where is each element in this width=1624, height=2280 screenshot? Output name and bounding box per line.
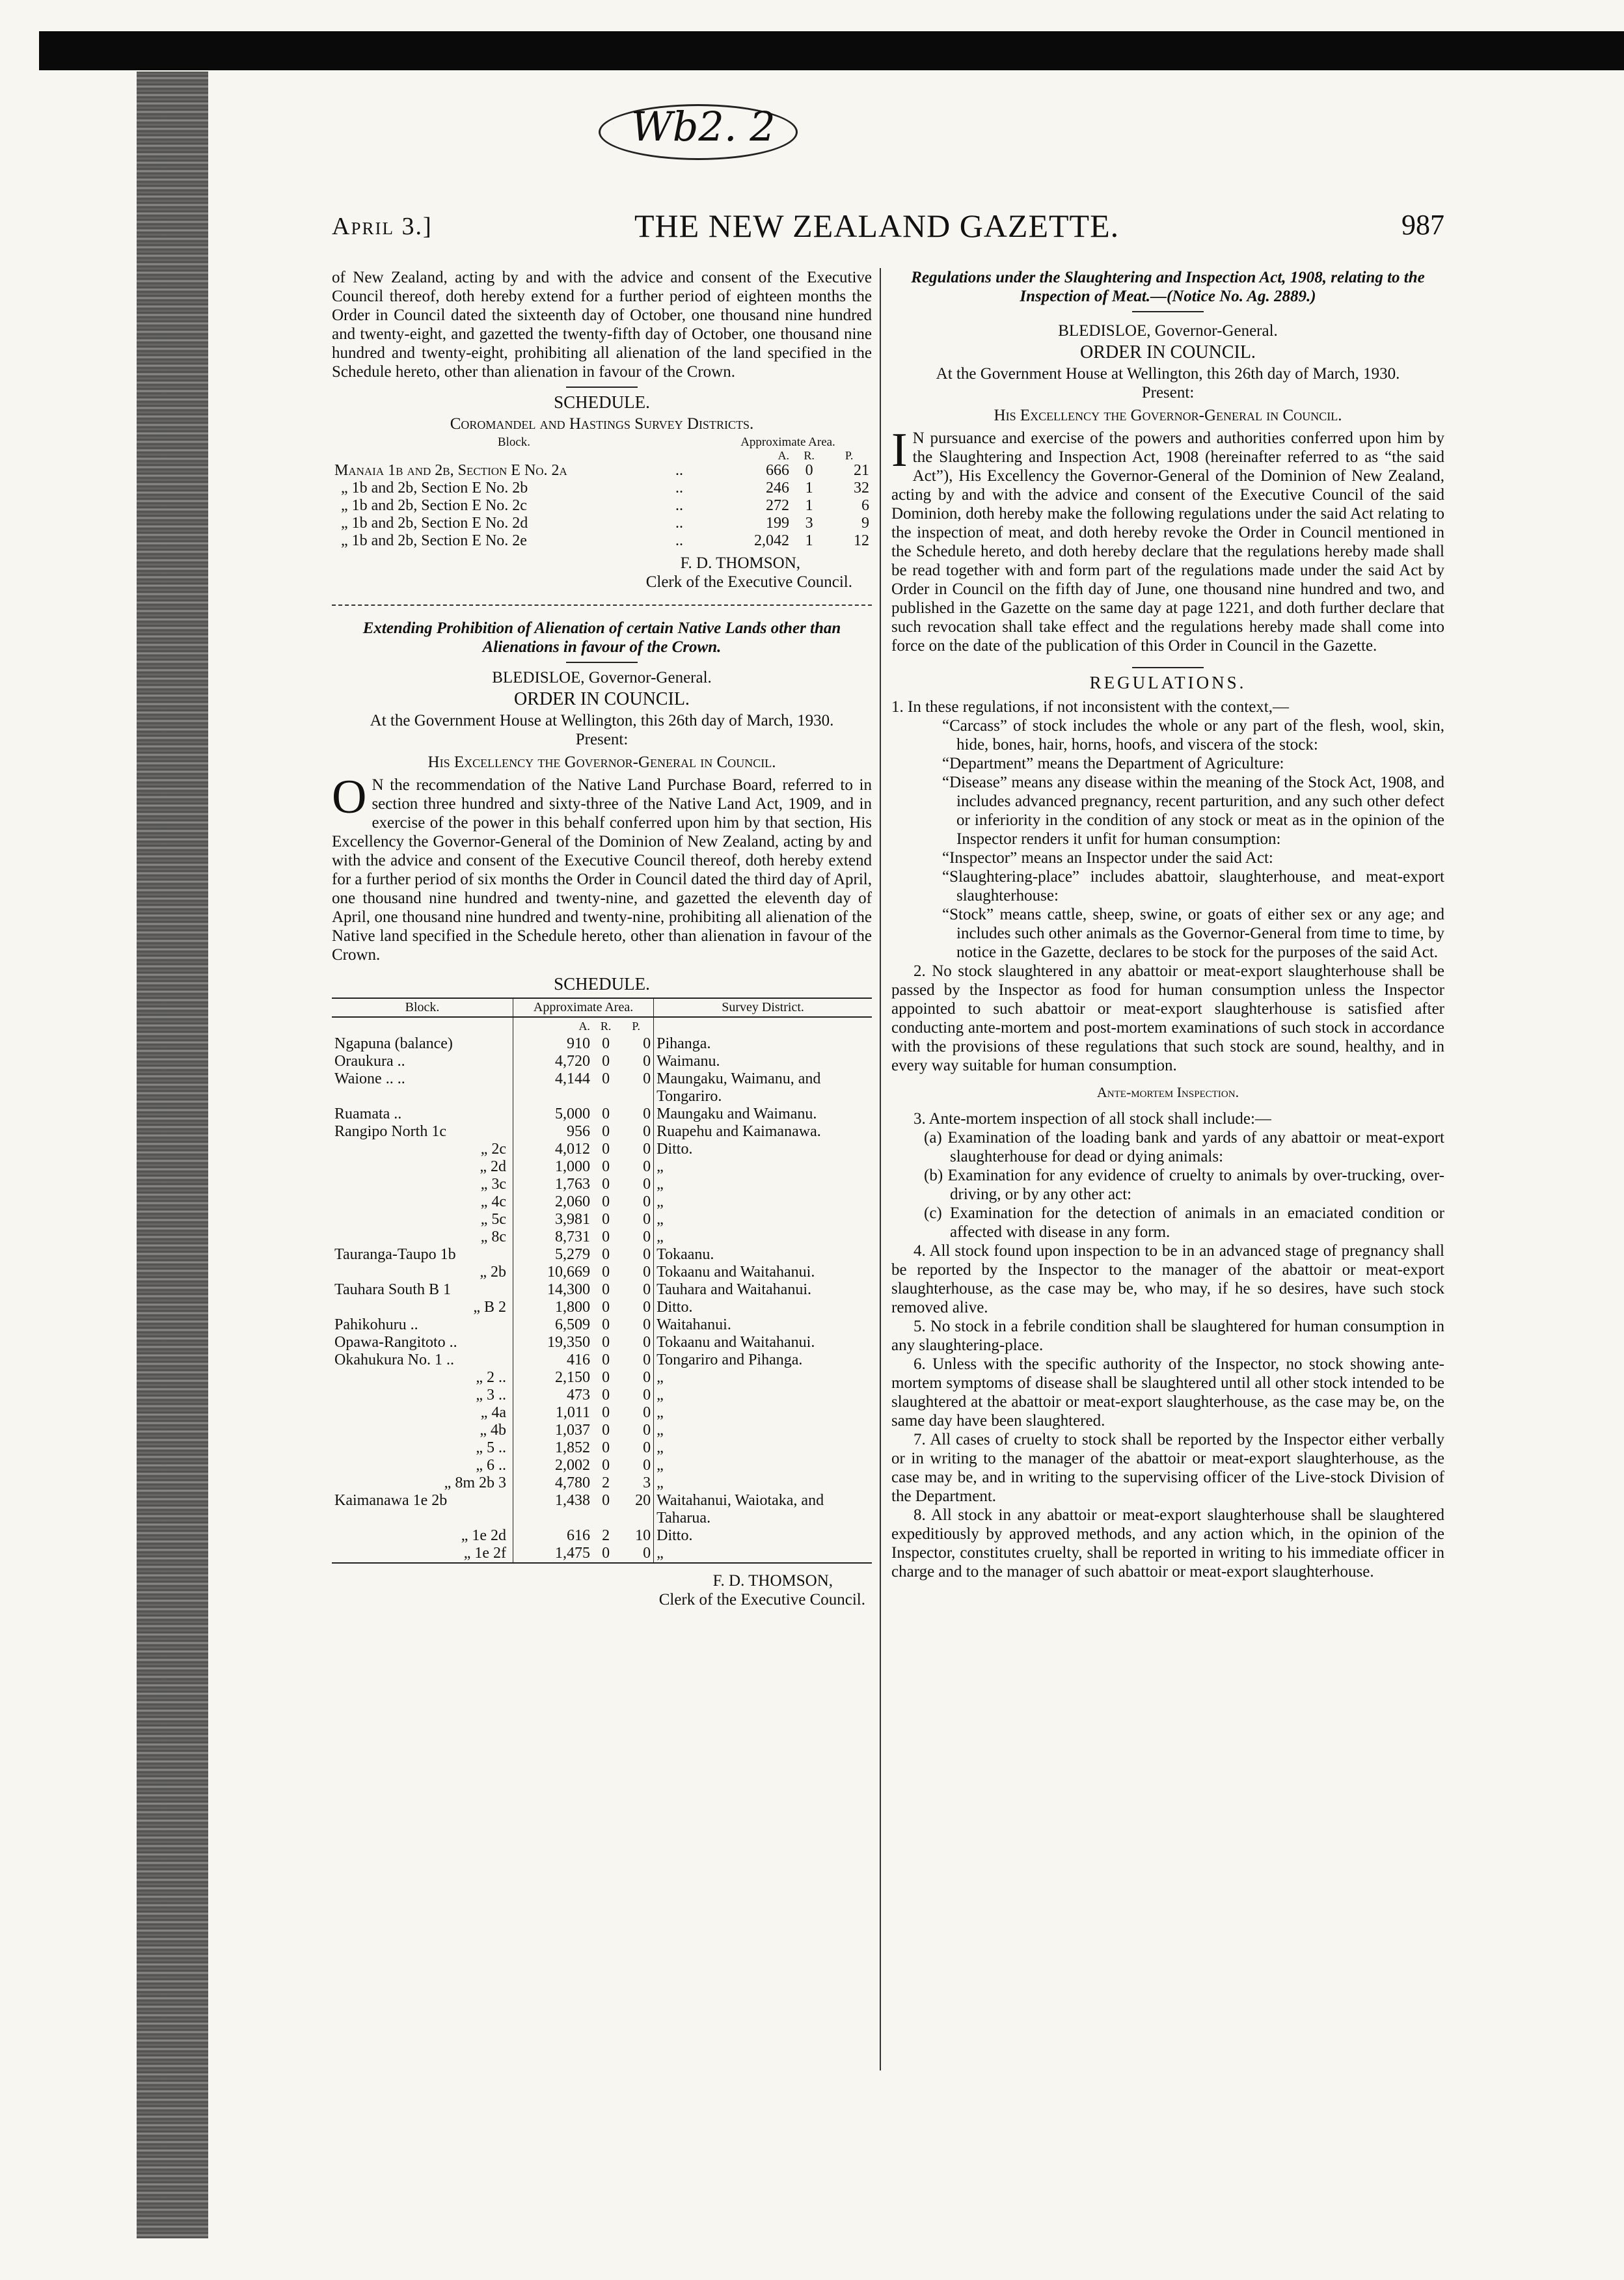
schedule1-col-area: Approximate Area. — [740, 435, 835, 449]
schedule1-table: Block. Approximate Area. A. R. P. Manaia 1b and 2b, Section E No. 2a .. 666 0 21 „ 1b and 2b, Section E No. 2b .. 246 1 32 „ 1b and 2b, Section E No. 2c .. 272 1 6 „ 1b and 2b, Section E No. 2d .. 199 3 9 „ 1b and 2b, Section E No. 2e .. 2,042 1 12 — [332, 436, 872, 550]
acres-cell: 473 — [566, 1387, 590, 1404]
definition-item: “Slaughtering-place” includes abattoir, slaughterhouse, and meat-export slaughterhouse: — [942, 868, 1444, 904]
schedule2-signer-title: Clerk of the Executive Council. — [658, 1591, 865, 1608]
district-cell: Pihanga. — [656, 1035, 711, 1052]
schedule1-signer-title: Clerk of the Executive Council. — [645, 573, 852, 591]
regs-governor: BLEDISLOE, Governor-General. — [1058, 322, 1278, 340]
district-cell: Tokaanu and Waitahanui. — [656, 1334, 815, 1351]
regs-body: I N pursuance and exercise of the powers and authorities conferred upon him by the Slaughtering and Inspection Act, 1908 (hereinafter referred to as “the said Act”), His Excellency the Governor-General of the Dominion of New Zealand, acting by and with the advice and consent of the Executive Council of the said Dominion, doth hereby make the following regulations under the said Act relating to the inspection of meat, and doth hereby revoke the Order in Council mentioned in the Schedule hereto, and doth hereby declare that the regulations hereby made shall be read together with and form part of the regulations made under the said Act by Order in Council on the fifth day of June, one thousand nine hundred and two, and published in the Gazette on the same day at page 1221, and doth further declare that such revocation shall take effect and the regulations hereby made shall come into force on the date of the publication of this Order in Council in the Gazette. — [891, 424, 1444, 655]
district-cell: „ — [656, 1369, 664, 1386]
perches-cell: 20 — [619, 1492, 653, 1527]
roods-cell: 0 — [602, 1193, 610, 1210]
acres-cell: 1,037 — [554, 1422, 590, 1439]
reg-2: 2. No stock slaughtered in any abattoir or meat-export slaughterhouse shall be passed by the Inspector as food for human consumption unless the Inspector appointed to such abattoir or meat-export slaughterhouse is satisfied after conducting ante-mortem and post-mortem examinations of such stock in accordance with the provisions of these regulations that such stock are sound, healthy, and in every way suitable for human consumption. — [891, 962, 1444, 1074]
roods-cell: 0 — [602, 1070, 610, 1087]
block-cell: „ 3 .. — [332, 1387, 513, 1404]
block-cell: „ 2c — [332, 1141, 513, 1158]
perches-cell: 0 — [619, 1369, 653, 1387]
acres-cell: 956 — [566, 1123, 590, 1140]
district-cell: „ — [656, 1439, 664, 1456]
table-row — [332, 1070, 872, 1106]
perches-cell: 0 — [619, 1457, 653, 1474]
acres-cell: 4,720 — [554, 1053, 590, 1070]
reg-1-intro: 1. In these regulations, if not inconsistent with the context,— — [891, 698, 1289, 716]
table-row — [332, 1351, 872, 1369]
table-row — [332, 1158, 872, 1176]
table-row — [332, 1545, 872, 1563]
regs-excellency: His Excellency the Governor-General in Council. — [994, 407, 1342, 424]
table-row — [332, 1106, 872, 1123]
perches-cell: 0 — [619, 1141, 653, 1158]
roods-cell: 0 — [602, 1246, 610, 1263]
perches-cell: 0 — [619, 1351, 653, 1369]
perches-cell: 0 — [619, 1246, 653, 1264]
table-row — [332, 1193, 872, 1211]
perches-cell: 0 — [619, 1387, 653, 1404]
perches-cell: 0 — [619, 1334, 653, 1351]
schedule2-heading: SCHEDULE. — [554, 974, 650, 994]
table-row — [332, 1264, 872, 1281]
district-cell: Maungaku and Waimanu. — [656, 1106, 817, 1122]
acres-cell: 6,509 — [554, 1316, 590, 1333]
ante-mortem-heading: Ante-mortem Inspection. — [1096, 1084, 1239, 1100]
block-cell: Opawa-Rangitoto .. — [332, 1334, 513, 1351]
district-cell: Waitahanui. — [656, 1316, 731, 1333]
block-cell: „ 4b — [332, 1422, 513, 1439]
block-cell: Waione .. .. — [332, 1070, 513, 1106]
perches-cell: 0 — [619, 1035, 653, 1053]
acres-cell: 4,144 — [554, 1070, 590, 1087]
roods-cell: 2 — [602, 1527, 610, 1544]
definition-item: “Department” means the Department of Agriculture: — [942, 755, 1284, 772]
reg-3-item: (b) Examination for any evidence of cruelty to animals by over-trucking, over-driving, or by any other act: — [924, 1167, 1444, 1203]
roods-cell: 0 — [602, 1281, 610, 1298]
block-cell: „ B 2 — [332, 1299, 513, 1316]
roods-cell: 0 — [602, 1299, 610, 1316]
block-cell: Okahukura No. 1 .. — [332, 1351, 513, 1369]
district-cell: „ — [656, 1176, 664, 1193]
acres-cell: 2,150 — [554, 1369, 590, 1386]
table-row — [332, 1527, 872, 1545]
district-cell: Tauhara and Waitahanui. — [656, 1281, 811, 1298]
block-cell: Ngapuna (balance) — [332, 1035, 513, 1053]
acres-cell: 14,300 — [547, 1281, 590, 1298]
block-cell: Pahikohuru .. — [332, 1316, 513, 1334]
perches-cell: 10 — [619, 1527, 653, 1545]
block-cell: „ 4a — [332, 1404, 513, 1422]
schedule1-signer: F. D. THOMSON, — [680, 554, 800, 572]
roods-cell: 0 — [602, 1492, 610, 1509]
table-row — [332, 1387, 872, 1404]
regs-order-heading: ORDER IN COUNCIL. — [1080, 342, 1256, 362]
perches-cell: 0 — [619, 1439, 653, 1457]
definition-item: “Disease” means any disease within the meaning of the Stock Act, 1908, and includes advanced pregnancy, recent parturition, and any such other defect or inferiority in the condition of any stock or meat as in the opinion of the Inspector renders it unfit for human consumption: — [942, 774, 1444, 848]
block-cell: Tauranga-Taupo 1b — [332, 1246, 513, 1264]
perches-cell: 0 — [619, 1123, 653, 1141]
table-row — [332, 1246, 872, 1264]
block-cell: Oraukura .. — [332, 1053, 513, 1070]
regs-place: At the Government House at Wellington, this 26th day of March, 1930. — [936, 365, 1400, 383]
definition-item: “Stock” means cattle, sheep, swine, or goats of either sex or any age; and includes such other animals as the Governor-General from time to time, by notice in the Gazette, declares to be stock for the purposes of the said Act. — [942, 906, 1444, 961]
district-cell: Ditto. — [656, 1141, 693, 1158]
perches-cell: 3 — [619, 1474, 653, 1492]
acres-cell: 3,981 — [554, 1211, 590, 1228]
block-cell: Kaimanawa 1e 2b — [332, 1492, 513, 1527]
roods-cell: 0 — [602, 1228, 610, 1245]
block-cell: „ 6 .. — [332, 1457, 513, 1474]
acres-cell: 19,350 — [547, 1334, 590, 1351]
regs-present: Present: — [1141, 384, 1195, 401]
perches-cell: 0 — [619, 1404, 653, 1422]
acres-cell: 1,800 — [554, 1299, 590, 1316]
roods-cell: 0 — [602, 1334, 610, 1351]
issue-date: April 3.] — [332, 213, 433, 240]
table-row: „ 1b and 2b, Section E No. 2e .. 2,042 1 12 — [341, 532, 869, 549]
district-cell: Waimanu. — [656, 1053, 720, 1070]
roods-cell: 0 — [602, 1053, 610, 1070]
column-divider — [880, 268, 881, 2070]
block-cell: „ 2 .. — [332, 1369, 513, 1387]
table-row — [332, 1369, 872, 1387]
perches-cell: 0 — [619, 1106, 653, 1123]
perches-cell: 0 — [619, 1193, 653, 1211]
order2-place: At the Government House at Wellington, this 26th day of March, 1930. — [370, 712, 834, 729]
table-row: „ 1b and 2b, Section E No. 2d .. 199 3 9 — [341, 515, 869, 532]
acres-cell: 416 — [566, 1351, 590, 1368]
block-cell: „ 8c — [332, 1228, 513, 1246]
roods-cell: 0 — [602, 1351, 610, 1368]
table-row — [332, 1141, 872, 1158]
table-row: „ 1b and 2b, Section E No. 2b .. 246 1 32 — [341, 480, 869, 496]
district-cell: Tokaanu and Waitahanui. — [656, 1264, 815, 1281]
table-row — [332, 1035, 872, 1053]
regulations-heading: REGULATIONS. — [1089, 673, 1247, 692]
roods-cell: 0 — [602, 1264, 610, 1281]
schedule2-signer: F. D. THOMSON, — [712, 1572, 833, 1590]
reg-3-intro: 3. Ante-mortem inspection of all stock shall include:— — [914, 1110, 1271, 1128]
perches-cell: 0 — [619, 1228, 653, 1246]
roods-cell: 2 — [602, 1474, 610, 1491]
order2-body: O N the recommendation of the Native Land Purchase Board, referred to in section three hundred and sixty-three of the Native Land Act, 1909, and in exercise of the power in this behalf conferred upon him by that section, His Excellency the Governor-General of the Dominion of New Zealand, acting by and with the advice and consent of the Executive Council thereof, doth hereby extend for a further period of six months the Order in Council dated the third day of April, one thousand nine hundred and twenty-nine, and gazetted the eleventh day of April, one thousand nine hundred and twenty-nine, prohibiting all alienation of the Native land specified in the Schedule hereto, other than alienation in favour of the Crown. — [332, 770, 872, 964]
perches-cell: 0 — [619, 1281, 653, 1299]
block-cell: „ 1e 2d — [332, 1527, 513, 1545]
block-cell: „ 1e 2f — [332, 1545, 513, 1563]
block-cell: „ 5 .. — [332, 1439, 513, 1457]
order2-excellency: His Excellency the Governor-General in Council. — [427, 753, 776, 771]
order2-present: Present: — [575, 731, 629, 748]
perches-cell: 0 — [619, 1299, 653, 1316]
roods-cell: 0 — [602, 1176, 610, 1193]
district-cell: Ditto. — [656, 1299, 693, 1316]
acres-cell: 4,780 — [554, 1474, 590, 1491]
roods-cell: 0 — [602, 1422, 610, 1439]
district-cell: „ — [656, 1474, 664, 1491]
district-cell: „ — [656, 1457, 664, 1474]
block-cell: Tauhara South B 1 — [332, 1281, 513, 1299]
block-cell: „ 3c — [332, 1176, 513, 1193]
page-number: 987 — [1401, 209, 1444, 241]
schedule2-table: Block. Approximate Area. Survey District. A. R. P. Ngapuna (balance) 910 0 0 Pihanga. Oraukura .. 4,720 0 0 Waimanu. Waione .. .. 4,144 0 0 Maungaku, Waimanu, and Tongariro. Ruamata .. 5,000 0 0 Maungaku and Waimanu. Rangipo North 1c 956 0 0 Ruapehu and Kaimanawa. „ 2c 4,012 0 0 Ditto. „ 2d 1,000 0 0 „ „ 3c 1,763 0 0 „ „ 4c 2,060 0 0 „ „ 5c 3,981 0 0 „ „ 8c 8,731 0 0 „ Tauranga-Taupo 1b 5,279 0 0 Tokaanu. „ 2b 10,669 0 0 Tokaanu and Waitahanui. Tauhara South B 1 14,300 0 0 Tauhara and Waitahanui. „ B 2 1,800 0 0 Ditto. Pahikohuru .. 6,509 0 0 Waitahanui. Opawa-Rangitoto .. 19,350 0 0 Tokaanu and Waitahanui. Okahukura No. 1 .. 416 0 0 Tongariro and Pihanga. „ 2 .. 2,150 0 0 „ „ 3 .. 473 0 0 „ „ 4a 1,011 0 0 „ „ 4b 1,037 0 0 „ „ 5 .. 1,852 0 0 „ „ 6 .. 2,002 0 0 „ „ 8m 2b 3 4,780 2 3 „ Kaimanawa 1e 2b 1,438 0 20 Waitahanui, Waiotaka, and Taharua. „ 1e 2d 616 2 10 Ditto. „ 1e 2f 1,475 0 0 „ — [332, 998, 872, 1564]
table-row — [332, 1404, 872, 1422]
perches-cell: 0 — [619, 1316, 653, 1334]
table-row — [332, 1474, 872, 1492]
table-row — [332, 1053, 872, 1070]
acres-cell: 5,000 — [554, 1106, 590, 1122]
scan-binding-edge — [137, 72, 208, 2238]
table-row — [332, 1422, 872, 1439]
acres-cell: 1,011 — [555, 1404, 590, 1421]
roods-cell: 0 — [602, 1035, 610, 1052]
block-cell: „ 4c — [332, 1193, 513, 1211]
acres-cell: 616 — [566, 1527, 590, 1544]
table-row — [332, 1316, 872, 1334]
acres-cell: 1,763 — [554, 1176, 590, 1193]
definition-item: “Carcass” of stock includes the whole or any part of the flesh, wool, skin, hide, bones, hair, horns, hoofs, and viscera of the stock: — [942, 717, 1444, 753]
scan-top-bar — [39, 31, 1624, 70]
table-row — [332, 1457, 872, 1474]
reg-3-item: (a) Examination of the loading bank and yards of any abattoir or meat-export slaughterhouse for dead or dying animals: — [924, 1129, 1444, 1165]
perches-cell: 0 — [619, 1176, 653, 1193]
table-row — [332, 1492, 872, 1527]
roods-cell: 0 — [602, 1106, 610, 1122]
roods-cell: 0 — [602, 1457, 610, 1474]
schedule1-col-block: Block. — [497, 435, 531, 449]
table-row — [332, 1299, 872, 1316]
reg-6: 6. Unless with the specific authority of the Inspector, no stock showing ante-mortem symptoms of disease shall be slaughtered until all other stock intended to be slaughtered at the abattoir or meat-export slaughterhouse, as the case may be, on the same day have been slaughtered. — [891, 1355, 1444, 1430]
block-cell: „ 2d — [332, 1158, 513, 1176]
left-column — [332, 268, 872, 1609]
regulations-title: Regulations under the Slaughtering and Inspection Act, 1908, relating to the Inspection of Meat.—(Notice No. Ag. 2889.) — [911, 269, 1425, 305]
acres-cell: 1,438 — [554, 1492, 590, 1509]
roods-cell: 0 — [602, 1141, 610, 1158]
perches-cell: 0 — [619, 1158, 653, 1176]
roods-cell: 0 — [602, 1387, 610, 1404]
roods-cell: 0 — [602, 1404, 610, 1421]
district-cell: Ruapehu and Kaimanawa. — [656, 1123, 821, 1140]
table-row — [332, 1439, 872, 1457]
district-cell: „ — [656, 1422, 664, 1439]
acres-cell: 4,012 — [554, 1141, 590, 1158]
handwritten-annotation: Wb2. 2 — [599, 104, 807, 163]
district-cell: „ — [656, 1211, 664, 1228]
table-row — [332, 1176, 872, 1193]
district-cell: „ — [656, 1228, 664, 1245]
definition-item: “Inspector” means an Inspector under the said Act: — [942, 849, 1273, 867]
acres-cell: 2,060 — [554, 1193, 590, 1210]
district-cell: Maungaku, Waimanu, and Tongariro. — [656, 1070, 821, 1105]
acres-cell: 10,669 — [547, 1264, 590, 1281]
schedule1-districts: Coromandel and Hastings Survey Districts. — [450, 415, 754, 433]
table-row — [332, 1334, 872, 1351]
acres-cell: 1,000 — [554, 1158, 590, 1175]
perches-cell: 0 — [619, 1070, 653, 1106]
perches-cell: 0 — [619, 1422, 653, 1439]
roods-cell: 0 — [602, 1211, 610, 1228]
right-column — [891, 268, 1444, 1581]
reg-3-item: (c) Examination for the detection of animals in an emaciated condition or affected with disease in any form. — [924, 1204, 1444, 1241]
district-cell: Tokaanu. — [656, 1246, 714, 1263]
roods-cell: 0 — [602, 1439, 610, 1456]
block-cell: „ 2b — [332, 1264, 513, 1281]
district-cell: „ — [656, 1387, 664, 1404]
schedule1-heading: SCHEDULE. — [554, 392, 650, 412]
roods-cell: 0 — [602, 1369, 610, 1386]
reg-7: 7. All cases of cruelty to stock shall be reported by the Inspector either verbally or in writing to the manager of the abattoir or meat-export slaughterhouse, as the case may be, and in writing to the supervising officer of the Live-stock Division of the Department. — [891, 1431, 1444, 1505]
perches-cell: 0 — [619, 1264, 653, 1281]
district-cell: Tongariro and Pihanga. — [656, 1351, 803, 1368]
table-row — [332, 1281, 872, 1299]
page-header — [332, 207, 1444, 246]
perches-cell: 0 — [619, 1053, 653, 1070]
table-row — [332, 1123, 872, 1141]
block-cell: „ 5c — [332, 1211, 513, 1228]
perches-cell: 0 — [619, 1545, 653, 1563]
order2-heading: ORDER IN COUNCIL. — [514, 689, 690, 709]
district-cell: „ — [656, 1158, 664, 1175]
acres-cell: 1,852 — [554, 1439, 590, 1456]
perches-cell: 0 — [619, 1211, 653, 1228]
block-cell: „ 8m 2b 3 — [332, 1474, 513, 1492]
roods-cell: 0 — [602, 1123, 610, 1140]
gazette-title: THE NEW ZEALAND GAZETTE. — [634, 208, 1120, 244]
roods-cell: 0 — [602, 1158, 610, 1175]
table-row — [332, 1228, 872, 1246]
table-row: „ 1b and 2b, Section E No. 2c .. 272 1 6 — [341, 497, 869, 514]
acres-cell: 8,731 — [554, 1228, 590, 1245]
block-cell: Ruamata .. — [332, 1106, 513, 1123]
district-cell: „ — [656, 1404, 664, 1421]
table-row: Manaia 1b and 2b, Section E No. 2a .. 666 0 21 — [334, 462, 869, 479]
table-row — [332, 1211, 872, 1228]
acres-cell: 5,279 — [554, 1246, 590, 1263]
acres-cell: 1,475 — [513, 1545, 593, 1563]
acres-cell: 2,002 — [554, 1457, 590, 1474]
roods-cell: 0 — [602, 1316, 610, 1333]
reg-4: 4. All stock found upon inspection to be in an advanced stage of pregnancy shall be reported by the Inspector to the manager of the abattoir or meat-export slaughterhouse, as the case may be, who may, if he so desires, have such stock removed alive. — [891, 1242, 1444, 1316]
order2-governor: BLEDISLOE, Governor-General. — [492, 669, 712, 686]
acres-cell: 910 — [566, 1035, 590, 1052]
district-cell: Waitahanui, Waiotaka, and Taharua. — [656, 1492, 824, 1527]
intro-paragraph: of New Zealand, acting by and with the advice and consent of the Executive Council thereof, doth hereby extend for a further period of eighteen months the Order in Council dated the sixteenth day of October, one thousand nine hundred and twenty-eight, and gazetted the twenty-fifth day of October, one thousand nine hundred and twenty-eight, prohibiting all alienation of the land specified in the Schedule hereto, other than alienation in favour of the Crown. — [332, 269, 872, 381]
order2-title: Extending Prohibition of Alienation of certain Native Lands other than Alienations in favour of the Crown. — [362, 619, 841, 656]
reg-5: 5. No stock in a febrile condition shall be slaughtered for human consumption in any slaughtering-place. — [891, 1318, 1444, 1354]
district-cell: Ditto. — [656, 1527, 693, 1544]
roods-cell: 0 — [593, 1545, 619, 1563]
district-cell: „ — [656, 1193, 664, 1210]
district-cell: „ — [654, 1545, 872, 1563]
reg-8: 8. All stock in any abattoir or meat-export slaughterhouse shall be slaughtered expeditiously by approved methods, and any action which, in the opinion of the Inspector, constitutes cruelty, shall be reported in writing to his immediate officer in charge and to the manager of such abattoir or meat-export slaughterhouse. — [891, 1506, 1444, 1581]
block-cell: Rangipo North 1c — [332, 1123, 513, 1141]
